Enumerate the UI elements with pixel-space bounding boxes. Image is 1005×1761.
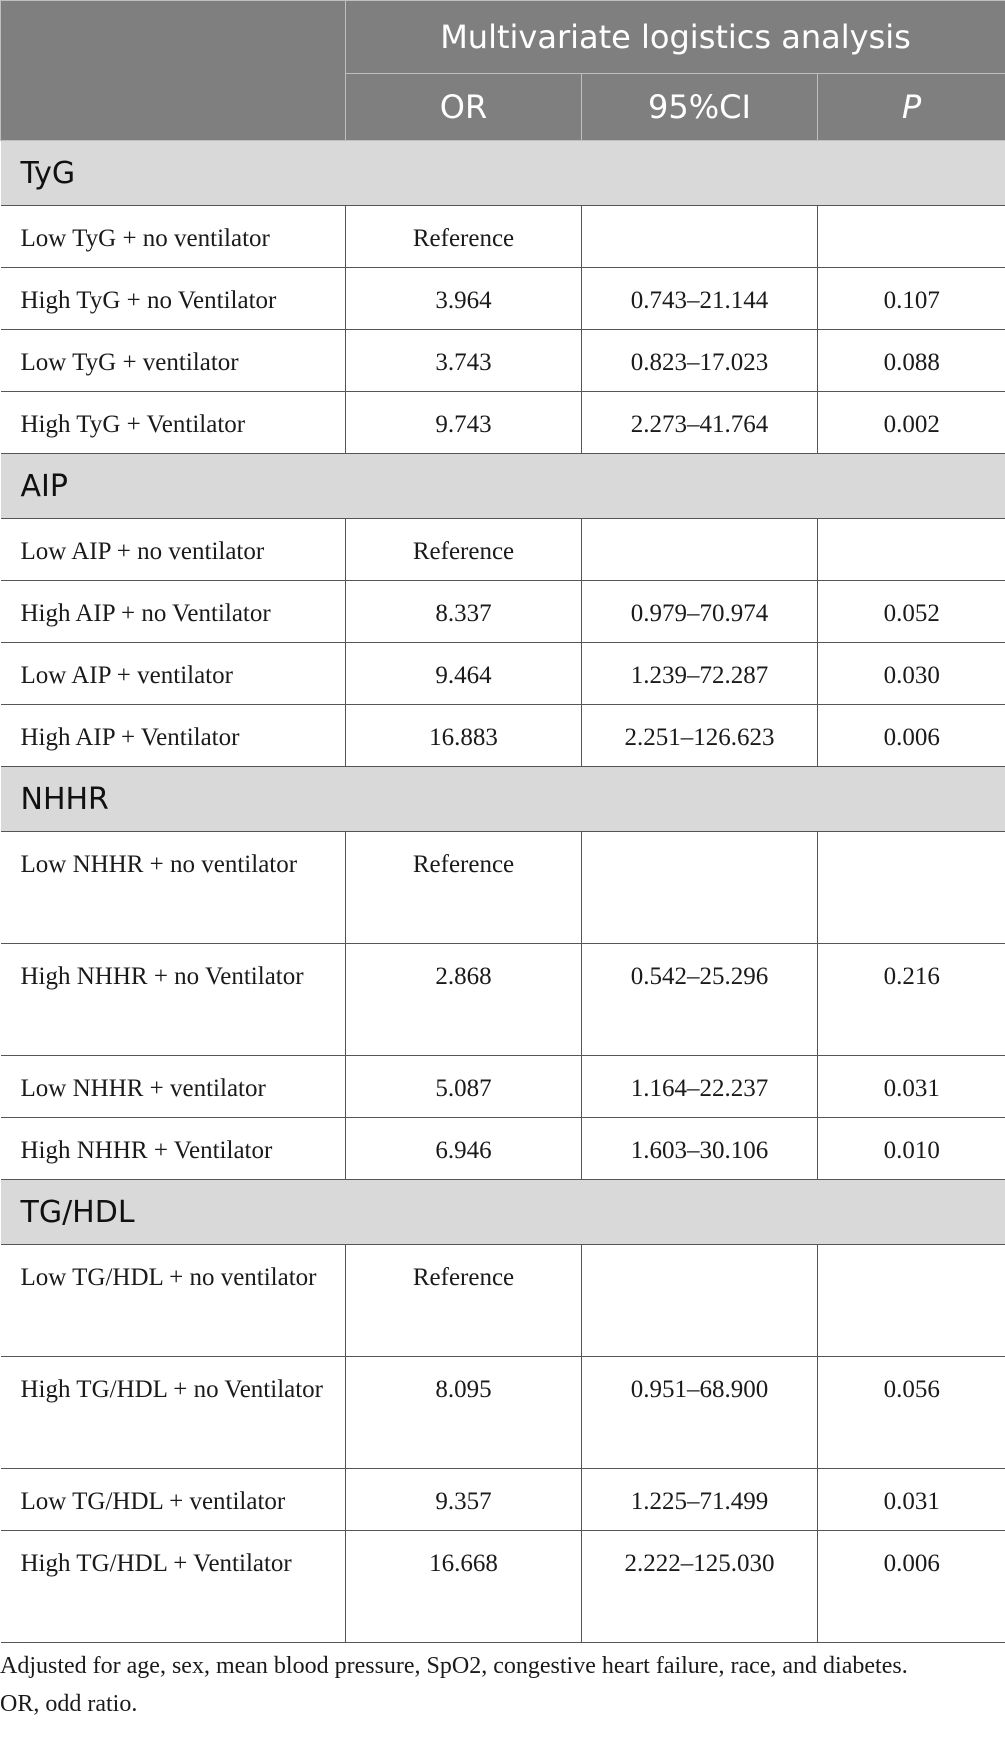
p-value: 0.006: [818, 705, 1005, 767]
p-value: 0.006: [818, 1531, 1005, 1643]
section-aip: [1, 454, 1005, 767]
ci-value: [582, 206, 818, 268]
ci-value: 1.225–71.499: [582, 1469, 818, 1531]
row-label: High NHHR + Ventilator: [1, 1118, 346, 1180]
table-row: [1, 1245, 1005, 1357]
ci-value: 0.743–21.144: [582, 268, 818, 330]
row-label: Low TyG + no ventilator: [1, 206, 346, 268]
row-label: Low NHHR + ventilator: [1, 1056, 346, 1118]
section-title: TG/HDL: [1, 1180, 1005, 1245]
p-value: 0.030: [818, 643, 1005, 705]
table-row: [1, 519, 1005, 581]
or-value: Reference: [346, 1245, 582, 1357]
header-or: OR: [346, 74, 582, 141]
p-value: [818, 206, 1005, 268]
table-row: [1, 944, 1005, 1056]
table-row: [1, 330, 1005, 392]
section-title: AIP: [1, 454, 1005, 519]
table-row: [1, 392, 1005, 454]
header-p: P: [818, 74, 1005, 141]
ci-value: 0.542–25.296: [582, 944, 818, 1056]
table-row: [1, 206, 1005, 268]
or-value: 5.087: [346, 1056, 582, 1118]
p-value: 0.031: [818, 1469, 1005, 1531]
p-value: 0.216: [818, 944, 1005, 1056]
or-value: 9.464: [346, 643, 582, 705]
table-row: [1, 581, 1005, 643]
ci-value: 2.273–41.764: [582, 392, 818, 454]
ci-value: 0.823–17.023: [582, 330, 818, 392]
p-value: [818, 1245, 1005, 1357]
row-label: High AIP + Ventilator: [1, 705, 346, 767]
row-label: High TG/HDL + no Ventilator: [1, 1357, 346, 1469]
section-tg-hdl: [1, 1180, 1005, 1643]
or-value: 3.964: [346, 268, 582, 330]
row-label: Low AIP + ventilator: [1, 643, 346, 705]
p-value: [818, 519, 1005, 581]
or-value: 16.883: [346, 705, 582, 767]
or-value: 3.743: [346, 330, 582, 392]
or-value: 9.357: [346, 1469, 582, 1531]
or-value: Reference: [346, 206, 582, 268]
header-empty-cell: [1, 1, 346, 141]
or-value: 2.868: [346, 944, 582, 1056]
table-row: [1, 705, 1005, 767]
row-label: High AIP + no Ventilator: [1, 581, 346, 643]
row-label: Low TyG + ventilator: [1, 330, 346, 392]
row-label: High TyG + Ventilator: [1, 392, 346, 454]
p-value: 0.088: [818, 330, 1005, 392]
table-row: [1, 832, 1005, 944]
ci-value: 0.979–70.974: [582, 581, 818, 643]
p-value: 0.056: [818, 1357, 1005, 1469]
section-title: NHHR: [1, 767, 1005, 832]
row-label: High TG/HDL + Ventilator: [1, 1531, 346, 1643]
p-value: 0.002: [818, 392, 1005, 454]
table-row: [1, 1357, 1005, 1469]
row-label: Low TG/HDL + ventilator: [1, 1469, 346, 1531]
row-label: High NHHR + no Ventilator: [1, 944, 346, 1056]
table-row: [1, 1469, 1005, 1531]
ci-value: 0.951–68.900: [582, 1357, 818, 1469]
ci-value: 2.222–125.030: [582, 1531, 818, 1643]
ci-value: 1.239–72.287: [582, 643, 818, 705]
row-label: Low AIP + no ventilator: [1, 519, 346, 581]
table-row: [1, 1056, 1005, 1118]
or-value: 8.095: [346, 1357, 582, 1469]
p-value: 0.052: [818, 581, 1005, 643]
ci-value: [582, 1245, 818, 1357]
ci-value: [582, 519, 818, 581]
header-group-title: Multivariate logistics analysis: [346, 1, 1005, 74]
header-ci: 95%CI: [582, 74, 818, 141]
row-label: Low NHHR + no ventilator: [1, 832, 346, 944]
ci-value: [582, 832, 818, 944]
or-value: 9.743: [346, 392, 582, 454]
p-value: [818, 832, 1005, 944]
table-row: [1, 643, 1005, 705]
section-nhhr: [1, 767, 1005, 1180]
or-value: 16.668: [346, 1531, 582, 1643]
or-value: Reference: [346, 832, 582, 944]
or-value: Reference: [346, 519, 582, 581]
table-row: [1, 1531, 1005, 1643]
ci-value: 1.164–22.237: [582, 1056, 818, 1118]
p-value: 0.107: [818, 268, 1005, 330]
table-footnotes: [0, 1647, 990, 1723]
footnote-abbreviation: OR, odd ratio.: [0, 1691, 138, 1717]
row-label: High TyG + no Ventilator: [1, 268, 346, 330]
footnote-adjustment: Adjusted for age, sex, mean blood pressure, SpO2, congestive heart failure, race, and diabetes.: [0, 1653, 908, 1679]
row-label: Low TG/HDL + no ventilator: [1, 1245, 346, 1357]
ci-value: 1.603–30.106: [582, 1118, 818, 1180]
section-title: TyG: [1, 141, 1005, 206]
table-row: [1, 268, 1005, 330]
p-value: 0.031: [818, 1056, 1005, 1118]
p-value: 0.010: [818, 1118, 1005, 1180]
or-value: 8.337: [346, 581, 582, 643]
section-tyg: [1, 141, 1005, 454]
or-value: 6.946: [346, 1118, 582, 1180]
table-row: [1, 1118, 1005, 1180]
ci-value: 2.251–126.623: [582, 705, 818, 767]
